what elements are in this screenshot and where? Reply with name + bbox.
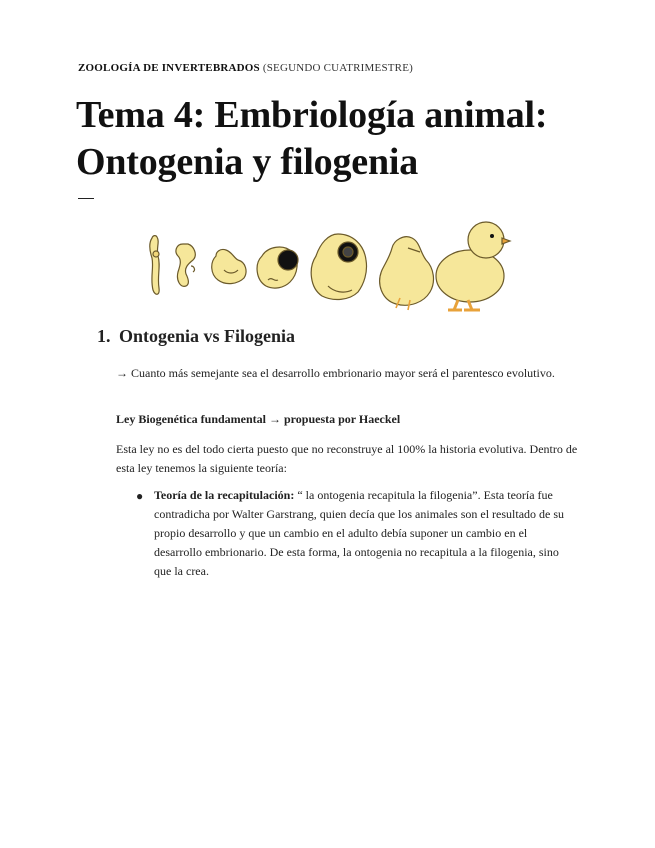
- section-number: 1.: [97, 326, 111, 346]
- course-name: ZOOLOGÍA DE INVERTEBRADOS: [78, 62, 260, 74]
- title-line-2: Ontogenia y filogenia: [76, 141, 419, 183]
- embryo-stage-2-icon: [176, 244, 195, 286]
- theory-list: [136, 486, 576, 581]
- bullet-text: “ la ontogenia recapitula la filogenia”. Esta teoría fue contradicha por Walter Garstrang, quien decía que los animales son el resultado de su propio desarrollo y que un cambio en el adulto debía suponer un cambio en el desarrollo embrionario. De esta forma, la ontogenia no recapitula a la filogenia, sino que la crea.: [154, 488, 565, 578]
- course-header: [78, 62, 413, 74]
- section-title: Ontogenia vs Filogenia: [119, 326, 296, 346]
- list-item: [136, 486, 576, 581]
- embryo-stage-4-icon: [257, 247, 298, 288]
- paragraph-kinship: → Cuanto más semejante sea el desarrollo embrionario mayor será el parentesco evolutivo.: [116, 366, 555, 380]
- title-divider: [78, 198, 94, 199]
- embryo-stage-6-icon: [380, 237, 434, 310]
- bullet-icon: ●: [136, 489, 144, 503]
- title-line-1: Tema 4: Embriología animal:: [76, 94, 548, 136]
- section-heading: [97, 326, 295, 347]
- embryo-stage-1-icon: [150, 236, 159, 295]
- course-term: (SEGUNDO CUATRIMESTRE): [262, 62, 413, 74]
- bullet-term: Teoría de la recapitulación:: [154, 488, 295, 502]
- chick-embryo-development-sequence-icon: [138, 208, 518, 312]
- paragraph-biogenetic-law: Ley Biogenética fundamental → propuesta por Haeckel: [116, 412, 401, 426]
- embryo-stage-5-icon: [311, 234, 366, 299]
- page-title: [76, 92, 636, 186]
- chick-icon: [436, 222, 510, 310]
- embryo-stage-3-icon: [212, 249, 246, 283]
- paragraph-law-caveat: Esta ley no es del todo cierta puesto que no reconstruye al 100% la historia evolutiva. Dentro de esta ley tenemos la siguiente teoría:: [116, 442, 578, 475]
